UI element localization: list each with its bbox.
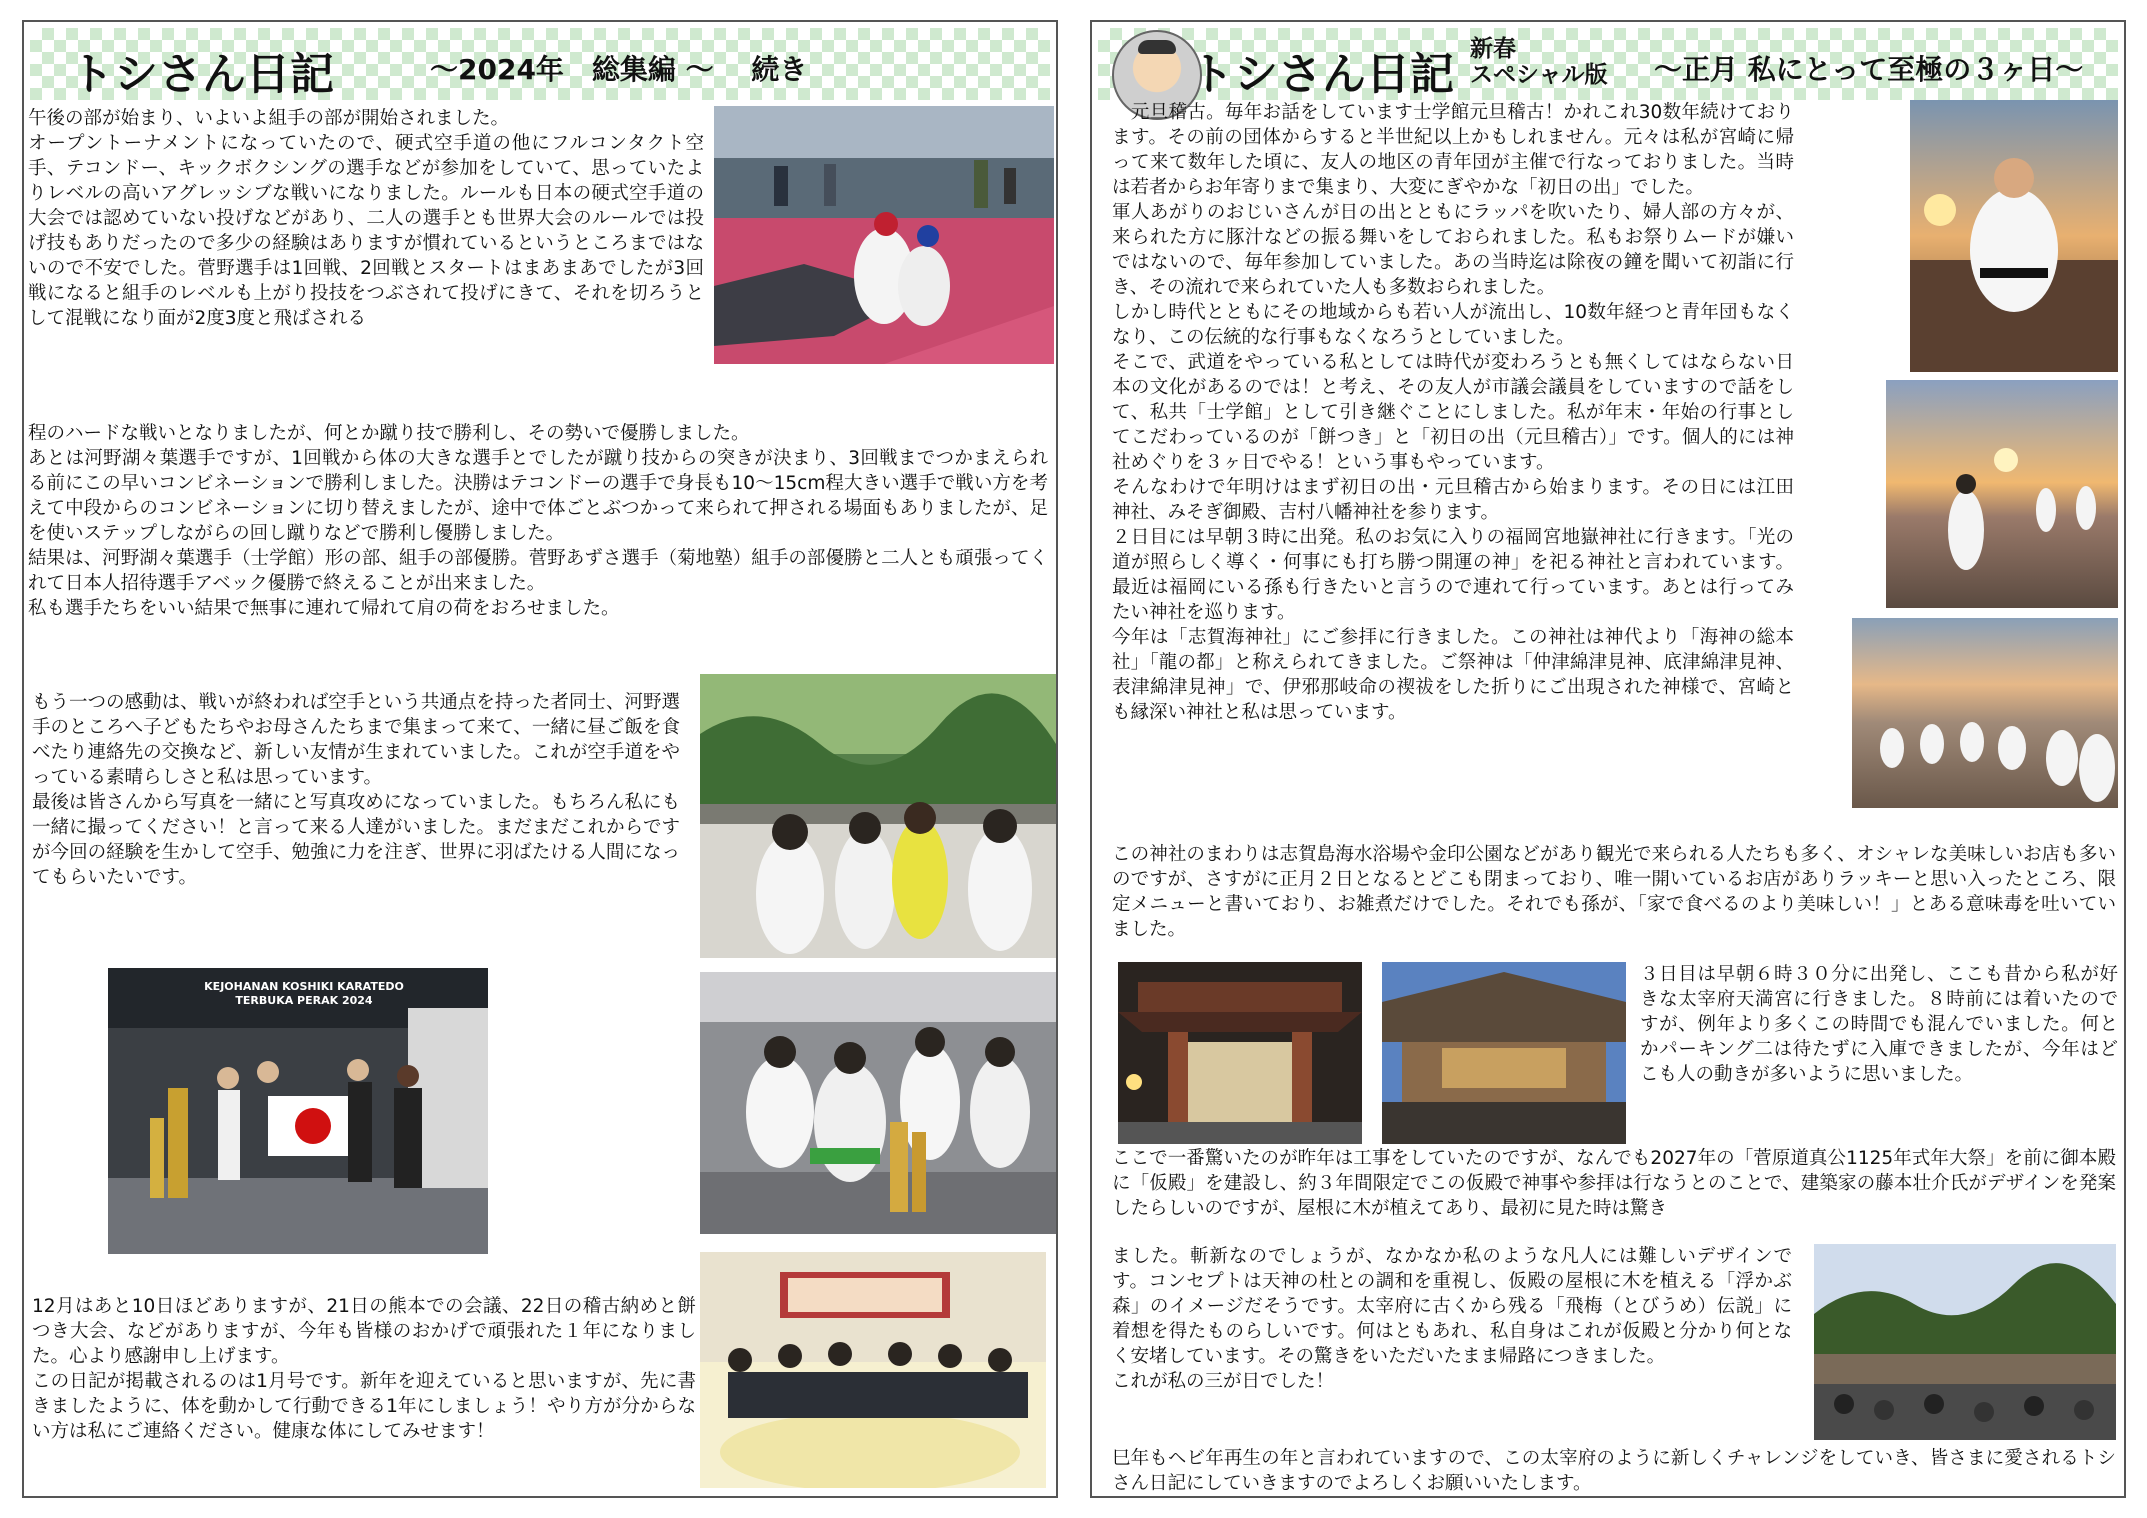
right-text-f xyxy=(1112,1446,2116,1496)
left-text-mid xyxy=(28,421,1048,621)
beach-training-photo xyxy=(1852,618,2118,808)
right-header xyxy=(1098,28,2118,100)
sunrise-portrait-photo xyxy=(1910,100,2118,372)
paragraph: 今年は「志賀海神社」にご参拝に行きました。この神社は神代より「海神の総本社」「龍の都」と称えられてきました。ご祭神は「仲津綿津見神、底津綿津見神、表津綿津見神」で、伊邪那岐命の禊祓をした折りにご出現された神様で、宮崎とも縁深い神社と私は思っています。 xyxy=(1112,627,1794,723)
karate-match-photo xyxy=(714,106,1054,364)
left-header xyxy=(30,28,1050,100)
outdoor-group-photo xyxy=(700,674,1056,958)
paragraph: 最後は皆さんから写真を一緒にと写真攻めになっていました。もちろん私にも一緒に撮ってください！と言って来る人達がいました。まだまだこれからですが今回の経験を生かして空手、勉強に力を注ぎ、世界に羽ばたける人間になってもらいたいです。 xyxy=(32,792,680,888)
right-text-d xyxy=(1112,1146,2116,1221)
left-title: トシさん日記 xyxy=(70,49,334,100)
paragraph: ２日目には早朝３時に出発。私のお気に入りの福岡宮地嶽神社に行きます。「光の道が照らしく導く・何事にも打ち勝つ開運の神」を祀る神社と言われています。最近は福岡にいる孫も行きたいと言うので連れて行っています。あとは行ってみたい神社を巡ります。 xyxy=(1112,527,1794,623)
left-page xyxy=(22,20,1058,1498)
left-text-top xyxy=(28,106,704,331)
right-subtitle: ～正月 私にとって至極の３ヶ日～ xyxy=(1654,53,2084,86)
paragraph: ました。斬新なのでしょうが、なかなか私のような凡人には難しいデザインです。コンセプトは天神の杜との調和を重視し、仮殿の屋根に木を植える「浮かぶ森」のイメージだそうです。太宰府に古くから残る「飛梅（とびうめ）伝説」に着想を得たものらしいです。何はともあれ、私自身はこれが仮殿と分かり何となく安堵しています。その驚きをいただいたまま帰路につきました。 xyxy=(1112,1246,1792,1367)
paragraph: あとは河野湖々葉選手ですが、1回戦から体の大きな選手とでしたが蹴り技からの突きが決まり、3回戦までつかまえられる前にこの早いコンビネーションで勝利しました。決勝はテコンドーの選手で身長も10～15cm程大きい選手で戦い方を考えて中段からのコンビネーションに切り替えましたが、途中で体ごとぶつかって来られて押される場面もありましたが、足を使いステップしながらの回し蹴りなどで勝利し優勝しました。 xyxy=(28,448,1048,544)
banner-text xyxy=(204,980,404,1008)
tournament-team-photo xyxy=(108,968,488,1254)
paragraph: 私も選手たちをいい結果で無事に連れて帰れて肩の荷をおろせました。 xyxy=(28,598,620,619)
banner-line-1: KEJOHANAN KOSHIKI KARATEDO xyxy=(204,980,404,993)
badge-line-1: 新春 xyxy=(1470,36,1516,62)
left-subtitle: ～2024年 総集編 ～ 続き xyxy=(430,53,808,86)
paragraph: そんなわけで年明けはまず初日の出・元旦稽古から始まります。その日には江田神社、みそぎ御殿、吉村八幡神社を参ります。 xyxy=(1112,477,1794,523)
paragraph: しかし時代とともにその地域からも若い人が流出し、10数年経つと青年団もなくなり、この伝統的な行事もなくなろうとしていました。 xyxy=(1112,302,1794,348)
paragraph: そこで、武道をやっている私としては時代が変わろうとも無くしてはならない日本の文化があるのでは！と考え、その友人が市議会議員をしていますので話をして、私共「士学館」として引き継ぐことにしました。私が年末・年始の行事としてこだわっているのが「餅つき」と「初日の出（元旦稽古）」です。個人的には神社めぐりを３ヶ日でやる！という事もやっています。 xyxy=(1112,352,1794,473)
shrine-gate-photo xyxy=(1118,962,1362,1144)
right-title: トシさん日記 xyxy=(1190,49,1454,100)
paragraph: 12月はあと10日ほどありますが、21日の熊本での会議、22日の稽古納めと餅つき大会、などがありますが、今年も皆様のおかげで頑張れた１年になりました。心より感謝申し上げます。 xyxy=(32,1296,696,1367)
left-text-bottom xyxy=(32,1294,696,1444)
badge-line-2: スペシャル版 xyxy=(1470,62,1608,88)
paragraph: もう一つの感動は、戦いが終われば空手という共通点を持った者同士、河野選手のところへ子どもたちやお母さんたちまで集まって来て、一緒に昼ご飯を食べたり連絡先の交換など、新しい友情が生まれていました。これが空手道をやっている素晴らしさと私は思っています。 xyxy=(32,692,680,788)
right-page xyxy=(1090,20,2126,1498)
paragraph: 結果は、河野湖々葉選手（士学館）形の部、組手の部優勝。菅野あずさ選手（菊地塾）組手の部優勝と二人とも頑張ってくれて日本人招待選手アベック優勝で終えることが出来ました。 xyxy=(28,548,1048,594)
paragraph: 午後の部が始まり、いよいよ組手の部が開始されました。 xyxy=(28,108,510,129)
right-text-e xyxy=(1112,1244,1792,1394)
paragraph: オープントーナメントになっていたので、硬式空手道の他にフルコンタクト空手、テコンドー、キックボクシングの選手などが参加をしていて、思っていたよりレベルの高いアグレッシブな戦いになりました。ルールも日本の硬式空手道の大会では認めていない投げなどがあり、二人の選手とも世界大会のルールでは投げ技もありだったので多少の経験はありますが慣れているというところまではないので不安でした。菅野選手は1回戦、2回戦とスタートはまあまあでしたが3回戦になると組手のレベルも上がり投技をつぶされて投げにきて、それを切ろうとして混戦になり面が2度3度と飛ばされる xyxy=(28,133,704,329)
right-text-a xyxy=(1112,100,1794,725)
dinner-group-photo xyxy=(700,1252,1046,1488)
special-badge xyxy=(1470,36,1608,88)
right-text-b xyxy=(1112,842,2116,942)
paragraph: 程のハードな戦いとなりましたが、何とか蹴り技で勝利し、その勢いで優勝しました。 xyxy=(28,423,750,444)
left-text-lower xyxy=(32,690,680,890)
paragraph: ここで一番驚いたのが昨年は工事をしていたのですが、なんでも2027年の「菅原道真公1125年式年大祭」を前に御本殿に「仮殿」を建設し、約３年間限定でこの仮殿で神事や参拝は行なうとのことで、建築家の藤本壮介氏がデザインを発案したらしいのですが、屋根に木が植えてあり、最初に見た時は驚き xyxy=(1112,1148,2116,1219)
paragraph: 巳年もヘビ年再生の年と言われていますので、この太宰府のように新しくチャレンジをしていき、皆さまに愛されるトシさん日記にしていきますのでよろしくお願いいたします。 xyxy=(1112,1448,2116,1494)
temporary-shrine-photo xyxy=(1814,1244,2116,1440)
paragraph: これが私の三が日でした！ xyxy=(1112,1371,1335,1392)
banner-line-2: TERBUKA PERAK 2024 xyxy=(235,994,373,1007)
paragraph: この日記が掲載されるのは1月号です。新年を迎えていると思いますが、先に書きましたように、体を動かして行動できる1年にしましょう！やり方が分からない方は私にご連絡ください。健康な体にしてみせます！ xyxy=(32,1371,696,1442)
paragraph: ３日目は早朝６時３０分に出発し、ここも昔から私が好きな太宰府天満宮に行きました。８時前には着いたのですが、例年より多くこの時間でも混んでいました。何とかパーキング二は待たずに入庫できましたが、今年はどこも人の動きが多いように思いました。 xyxy=(1640,964,2118,1085)
beach-kata-photo xyxy=(1886,380,2118,608)
paragraph: 軍人あがりのおじいさんが日の出とともにラッパを吹いたり、婦人部の方々が、来られた方に豚汁などの振る舞いをしておられました。私もお祭りムードが嫌いではないので、毎年参加していました。あの当時迄は除夜の鐘を聞いて初詣に行き、その流れで来られていた人も多数おられました。 xyxy=(1112,202,1794,298)
paragraph: 元旦稽古。毎年お話をしています士学館元旦稽古！かれこれ30数年続けております。その前の団体からすると半世紀以上かもしれません。元々は私が宮崎に帰って来て数年した頃に、友人の地区の青年団が主催で行なっておりました。当時は若者からお年寄りまで集まり、大変にぎやかな「初日の出」でした。 xyxy=(1112,102,1794,198)
shrine-roof-photo xyxy=(1382,962,1626,1144)
right-text-c xyxy=(1640,962,2118,1087)
winners-photo xyxy=(700,972,1056,1234)
paragraph: この神社のまわりは志賀島海水浴場や金印公園などがあり観光で来られる人たちも多く、オシャレな美味しいお店も多いのですが、さすがに正月２日となるとどこも閉まっており、唯一開いているお店がありラッキーと思い入ったところ、限定メニューと書いており、お雑煮だけでした。それでも孫が、「家で食べるのより美味しい！」とある意味毒を吐いていました。 xyxy=(1112,844,2116,940)
